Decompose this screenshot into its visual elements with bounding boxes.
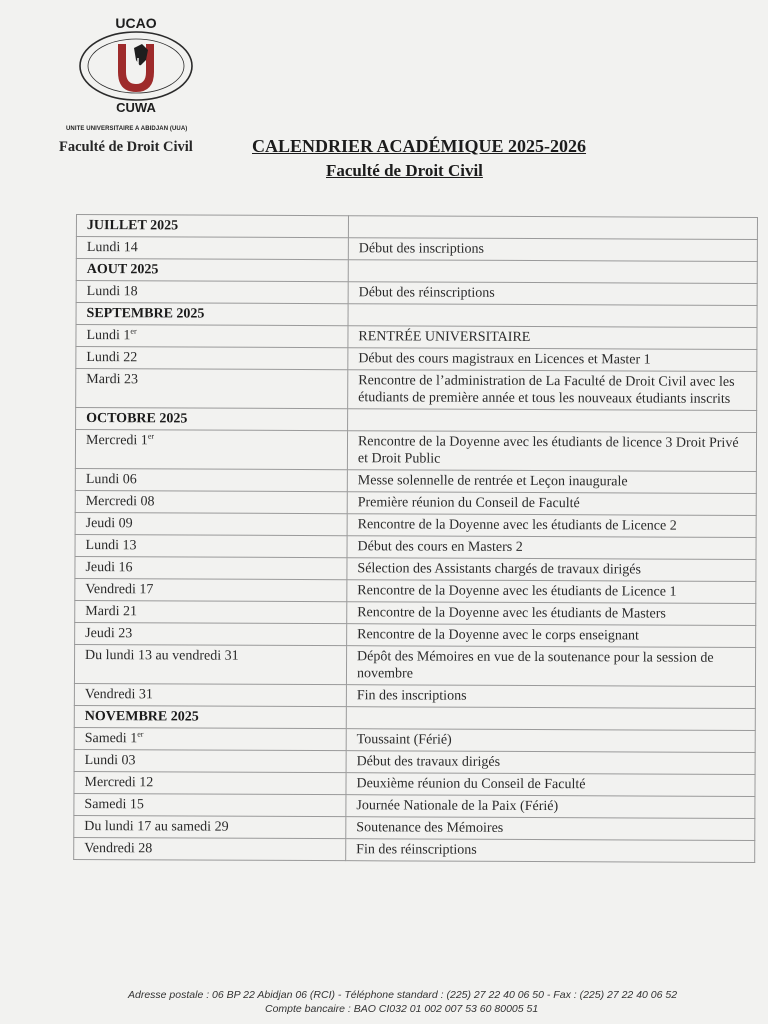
date-cell [75,430,347,470]
month-label [76,303,348,326]
date-text: Jeudi 16 [85,560,133,576]
calendar-row [75,430,756,472]
date-text: Lundi 03 [84,753,136,769]
date-text: Mercredi 1 [85,433,148,449]
calendar-row [75,556,756,581]
date-cell [76,347,348,370]
event-cell: Soutenance des Mémoires [346,817,755,841]
calendar-row [75,600,756,625]
date-text: Jeudi 09 [85,516,133,532]
month-label [74,705,346,728]
date-cell [74,683,346,706]
date-cell [74,837,346,860]
logo-subtitle: UNITE UNIVERSITAIRE A ABIDJAN (UUA) [66,126,188,132]
date-cell [75,622,347,645]
month-header-row [76,408,757,433]
footer-bank-account: Compte bancaire : BAO CI032 01 002 007 53 60 80005 51 [265,1003,539,1015]
event-cell [348,216,757,240]
event-cell: Dépôt des Mémoires en vue de la soutenance pour la session de novembre [346,646,755,687]
calendar-row [75,468,756,493]
ordinal-suffix: er [130,326,137,336]
date-text: Samedi 15 [84,797,144,813]
calendar-row [74,727,755,752]
event-cell: RENTRÉE UNIVERSITAIRE [348,326,757,350]
date-cell [75,578,347,601]
date-text: Lundi 14 [86,240,138,256]
date-cell [74,815,346,838]
date-cell [74,793,346,816]
date-text: NOVEMBRE 2025 [84,709,199,725]
date-text: Vendredi 17 [85,582,154,598]
date-cell [74,771,346,794]
calendar-row [76,281,757,306]
calendar-row [75,512,756,537]
calendar-body [74,215,758,863]
date-text: Samedi 1 [84,731,138,747]
date-text: JUILLET 2025 [86,218,179,234]
date-cell [75,468,347,491]
month-header-row [76,215,757,240]
event-cell: Deuxième réunion du Conseil de Faculté [346,773,755,797]
event-cell: Début des réinscriptions [348,282,757,306]
calendar-row [75,622,756,647]
date-cell [74,727,346,750]
calendar-row [76,347,757,372]
month-header-row [74,705,755,730]
logo-top-text: UCAO [115,15,157,31]
calendar-row [74,644,755,686]
month-label [76,215,348,238]
date-cell [74,644,346,684]
calendar-row [74,683,755,708]
event-cell: Toussaint (Férié) [346,729,755,753]
date-text: Mercredi 12 [84,775,154,791]
date-text: Vendredi 31 [84,687,153,703]
date-text: Lundi 22 [86,350,138,366]
event-cell: Rencontre de la Doyenne avec les étudiants de Licence 2 [347,514,756,538]
month-label [76,259,348,282]
footer-address: Adresse postale : 06 BP 22 Abidjan 06 (RCI) - Téléphone standard : (225) 27 22 40 06 50 - Fax : (225) 27 22 40 06 52 [128,989,678,1001]
date-cell [75,534,347,557]
event-cell: Fin des inscriptions [346,685,755,709]
date-cell [75,556,347,579]
event-cell: Début des cours en Masters 2 [347,536,756,560]
date-text: Mercredi 08 [85,494,155,510]
date-text: Vendredi 28 [84,841,153,857]
calendar-row [74,771,755,796]
logo-bottom-text: CUWA [116,100,156,114]
date-text: Lundi 06 [85,472,137,488]
university-logo [56,14,216,132]
date-cell [75,490,347,513]
event-cell: Rencontre de la Doyenne avec les étudiants de licence 3 Droit Privé et Droit Public [347,431,756,472]
event-cell: Messe solennelle de rentrée et Leçon inaugurale [347,470,756,494]
date-text: Du lundi 13 au vendredi 31 [85,648,239,664]
academic-calendar-table [73,214,758,863]
date-cell [75,512,347,535]
calendar-row [74,837,755,862]
date-cell [76,325,348,348]
date-text: Mardi 23 [86,372,139,388]
date-text: Du lundi 17 au samedi 29 [84,819,229,835]
date-text: Jeudi 23 [85,626,133,642]
event-cell [348,304,757,328]
event-cell: Fin des réinscriptions [346,839,755,863]
calendar-row [74,815,755,840]
calendar-row [76,369,757,411]
event-cell: Rencontre de l’administration de La Faculté de Droit Civil avec les étudiants de première année et tous les nouveaux étudiants inscrits [348,370,757,411]
calendar-row [75,490,756,515]
calendar-row [76,325,757,350]
date-text: AOUT 2025 [86,262,159,278]
calendar-row [75,534,756,559]
date-cell [76,237,348,260]
event-cell [348,409,757,433]
logo-africa-map [134,44,148,66]
calendar-row [74,793,755,818]
date-text: Lundi 13 [85,538,137,554]
date-text: Mardi 21 [85,604,138,620]
event-cell: Première réunion du Conseil de Faculté [347,492,756,516]
date-cell [76,369,348,409]
event-cell [348,260,757,284]
event-cell: Sélection des Assistants chargés de travaux dirigés [347,558,756,582]
event-cell: Début des travaux dirigés [346,751,755,775]
date-cell [74,749,346,772]
ucao-logo-emblem [62,14,210,114]
event-cell: Début des cours magistraux en Licences et Master 1 [348,348,757,372]
month-header-row [76,259,757,284]
calendar-row [74,749,755,774]
event-cell: Rencontre de la Doyenne avec les étudiants de Licence 1 [347,580,756,604]
event-cell: Rencontre de la Doyenne avec le corps enseignant [347,624,756,648]
page-subtitle: Faculté de Droit Civil [326,161,483,180]
month-label [76,408,348,431]
month-header-row [76,303,757,328]
event-cell: Journée Nationale de la Paix (Férié) [346,795,755,819]
calendar-row [76,237,757,262]
date-cell [75,600,347,623]
ordinal-suffix: er [147,431,155,441]
event-cell: Rencontre de la Doyenne avec les étudiants de Masters [347,602,756,626]
event-cell: Début des inscriptions [348,238,757,262]
calendar-row [75,578,756,603]
date-text: OCTOBRE 2025 [86,411,188,427]
ordinal-suffix: er [137,729,144,739]
date-text: SEPTEMBRE 2025 [86,306,205,322]
date-text: Lundi 18 [86,284,138,300]
date-cell [76,281,348,304]
faculty-name-left: Faculté de Droit Civil [59,139,193,155]
date-text: Lundi 1 [86,328,131,344]
event-cell [346,707,755,731]
page-title: CALENDRIER ACADÉMIQUE 2025-2026 [252,136,587,156]
